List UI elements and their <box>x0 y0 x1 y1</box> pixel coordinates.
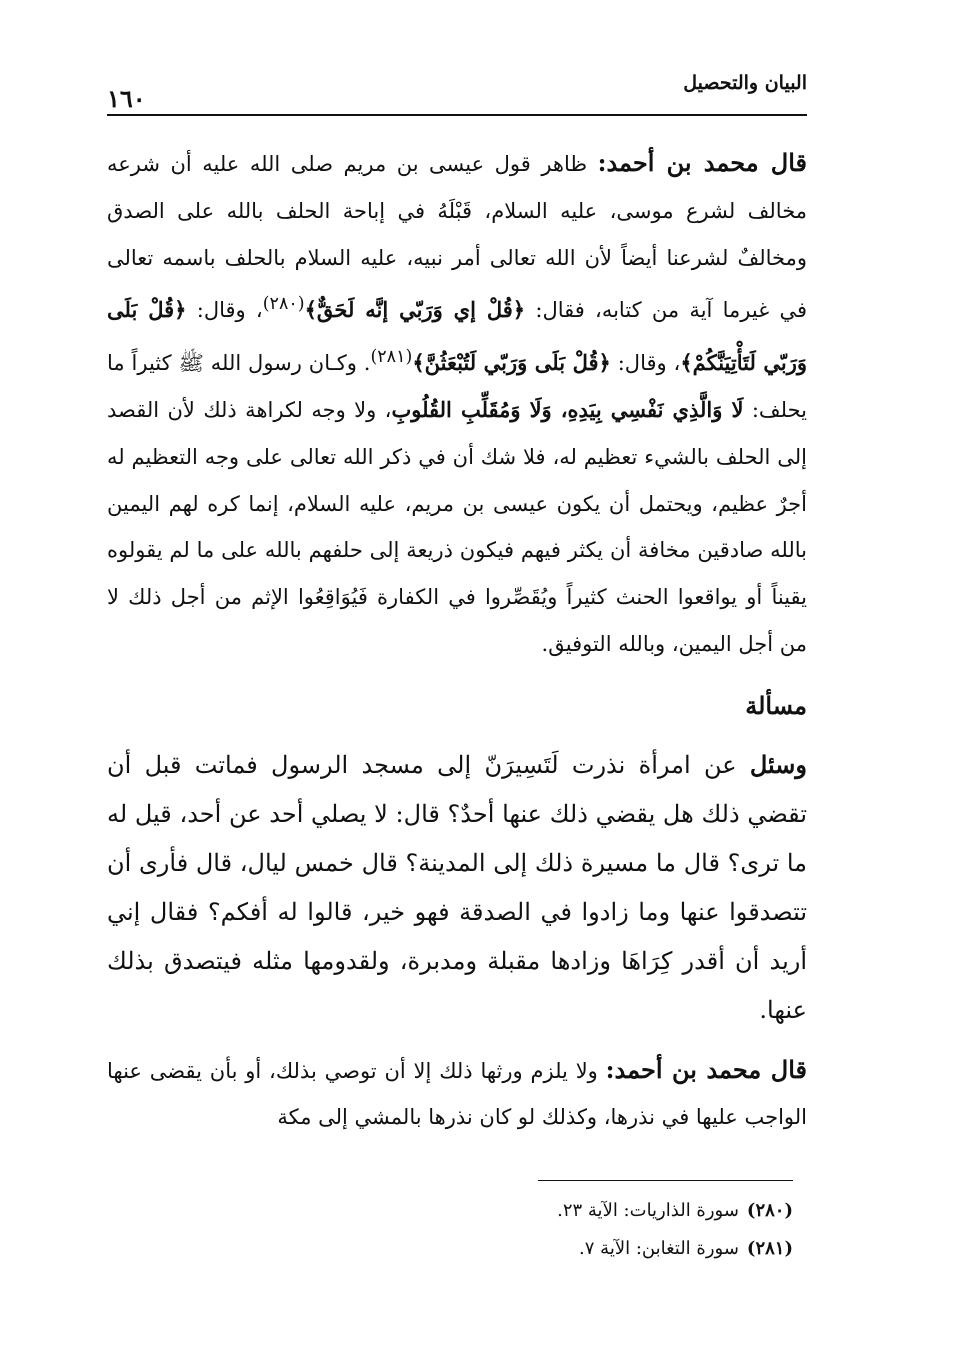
hadith-oath: لَا وَالَّذِي نَفْسِي بِيَدِهِ، وَلَا وَمُقَلِّبِ القُلُوبِ <box>391 396 744 422</box>
text-segment: ظاهر قول عيسى بن مريم صلى الله عليه أن شرعه مخالف لشرع موسى، عليه السلام، قَبْلَهُ في إباحة الحلف بالله على الصدق ومخالفٌ لشرعنا أيضاً لأن الله تعالى أمر نبيه، عليه السلام بالحلف باسمه تعالى في غيرما آية من كتابه، فقال: <box>107 152 808 323</box>
footnote <box>393 1192 793 1230</box>
commentary-lead: قال محمد بن أحمد: <box>605 1054 807 1084</box>
footnote-number: (٢٨١) <box>746 1238 793 1259</box>
footnote-divider <box>538 1180 793 1181</box>
commentary-paragraph <box>107 1047 807 1140</box>
text-segment: عن امرأة نذرت لَتَسِيرَنّ إلى مسجد الرسول فماتت قبل أن تقضي ذلك هل يقضي ذلك عنها أحدٌ؟ قال: لا يصلي أحد عن أحد، قيل له ما ترى؟ قال ما مسيرة ذلك إلى المدينة؟ قال خمس ليال، قال فأرى أن تتصدقوا عنها وما زادوا في الصدقة فهو خير، قالوا له أفكم؟ فقال إني أريد أن أقدر كِرَاهَا وزادها مقبلة ومدبرة، ولقدومها مثله فيتصدق بذلك عنها. <box>107 750 808 1024</box>
page-body <box>107 140 807 1140</box>
quran-verse: ﴿قُلْ بَلَى وَرَبّي لَتَأْتِيَنَّكُمْ﴾ <box>107 297 807 376</box>
page-header <box>107 62 807 116</box>
footnote-ref: (٢٨١) <box>370 347 413 368</box>
text-segment: ، وقال: <box>610 351 681 376</box>
footnote-text: سورة التغابن: الآية ٧. <box>579 1238 739 1259</box>
quran-verse: ﴿قُلْ بَلَى وَرَبّي لَتُبْعَثُنَّ﴾ <box>412 350 611 376</box>
commentary-lead: قال محمد بن أحمد: <box>597 148 807 177</box>
quran-verse: ﴿قُلْ إي وَرَبّي إنَّه لَحَقٌّ﴾ <box>304 297 526 323</box>
footnote-number: (٢٨٠) <box>746 1200 793 1221</box>
question-lead: وسئل <box>749 749 807 779</box>
footnote-ref: (٢٨٠) <box>262 294 305 315</box>
text-segment: . وكـان رسول الله ﷺ كثيراً ما يحلف: <box>107 351 808 422</box>
footnote-text: سورة الذاريات: الآية ٢٣. <box>557 1200 739 1221</box>
page-number: ١٦٠ <box>107 84 146 113</box>
section-title: مسألة <box>745 690 807 720</box>
footnote <box>393 1230 793 1268</box>
text-segment: ، وقال: <box>186 298 263 323</box>
commentary-paragraph <box>107 140 807 668</box>
text-segment: ولا يلزم ورثها ذلك إلا أن توصي بذلك، أو بأن يقضى عنها الواجب عليها في نذرها، وكذلك لو كان نذرها بالمشي إلى مكة <box>107 1058 807 1129</box>
running-title: البيان والتحصيل <box>683 72 807 94</box>
question-paragraph <box>107 740 807 1035</box>
text-segment: ، ولا وجه لكراهة ذلك لأن القصد إلى الحلف بالشيء تعظيم له، فلا شك أن في ذكر الله تعالى على وجه التعظيم له أجرٌ عظيم، ويحتمل أن يكون عيسى بن مريم، عليه السلام، إنما كره لهم اليمين بالله صادقين مخافة أن يكثر فيهم فيكون ذريعة إلى حلفهم بالله على ما لم يقولوه يقيناً أو يواقعوا الحنث كثيراً ويُقَصِّروا في الكفارة فَيُوَاقِعُوا الإثم من أجل ذلك لا من أجل اليمين، وبالله التوفيق. <box>107 397 807 656</box>
footnotes <box>393 1192 793 1268</box>
